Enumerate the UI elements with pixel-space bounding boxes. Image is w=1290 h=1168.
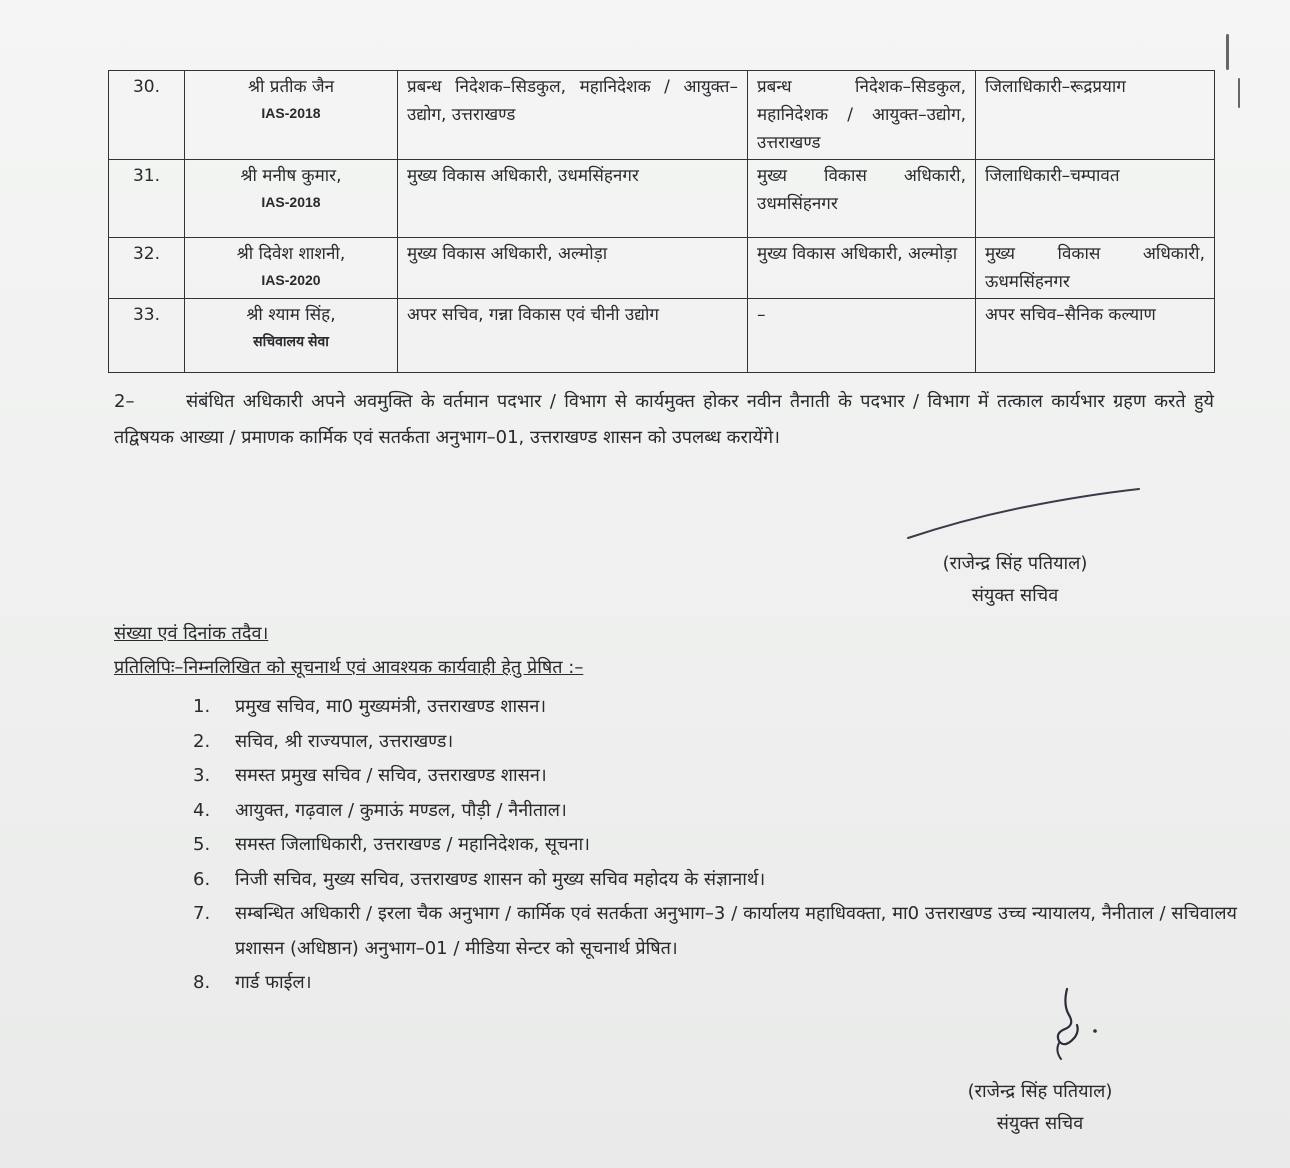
- signatory-designation: संयुक्त सचिव: [971, 585, 1059, 606]
- transfer-table: [108, 70, 1215, 373]
- current-post: अपर सचिव, गन्ना विकास एवं चीनी उद्योग: [398, 299, 748, 373]
- list-number: 3.: [193, 765, 211, 786]
- list-text: निजी सचिव, मुख्य सचिव, उत्तराखण्ड शासन को मुख्य सचिव महोदय के संज्ञानार्थ।: [235, 868, 766, 890]
- new-posting: मुख्य विकास अधिकारी, ऊधमसिंहनगर: [976, 238, 1215, 299]
- relieved-from-post: मुख्य विकास अधिकारी, अल्मोड़ा: [748, 238, 976, 299]
- officer-service: IAS-2018: [261, 105, 321, 121]
- new-posting: जिलाधिकारी–चम्पावत: [976, 160, 1215, 238]
- reference-line: संख्या एवं दिनांक तदैव।: [114, 623, 269, 644]
- table-row: [109, 238, 1215, 299]
- relieved-from-post: मुख्य विकास अधिकारी, उधमसिंहनगर: [748, 160, 976, 238]
- list-number: 6.: [193, 868, 211, 890]
- signatory-name: (राजेन्द्र सिंह पतियाल): [967, 1081, 1113, 1102]
- paragraph-text: संबंधित अधिकारी अपने अवमुक्ति के वर्तमान पदभार / विभाग से कार्यमुक्त होकर नवीन तैनाती के पदभार / विभाग में तत्काल कार्यभार ग्रहण करते हुये तद्विषयक आख्या / प्रमाणक कार्मिक एवं सतर्कता अनुभाग–01, उत्तराखण्ड शासन को उपलब्ध करायेंगे।: [114, 391, 1214, 448]
- relieved-from-post: प्रबन्ध निदेशक–सिडकुल, महानिदेशक / आयुक्त–उद्योग, उत्तराखण्ड: [748, 71, 976, 160]
- officer-service: IAS-2020: [261, 272, 321, 288]
- signatory-block: [930, 1076, 1150, 1140]
- table-row: [109, 299, 1215, 373]
- list-text: आयुक्त, गढ़वाल / कुमाऊं मण्डल, पौड़ी / नैनीताल।: [235, 799, 567, 821]
- list-item: [193, 828, 1237, 863]
- page-edge-mark: [1226, 34, 1229, 70]
- table-row: [109, 71, 1215, 160]
- relieved-from-post: –: [748, 299, 976, 373]
- officer-name-cell: [185, 71, 398, 160]
- list-text: समस्त जिलाधिकारी, उत्तराखण्ड / महानिदेशक, सूचना।: [235, 834, 590, 855]
- initials-signature: [1045, 985, 1105, 1065]
- copy-heading: प्रतिलिपिः–निम्नलिखित को सूचनार्थ एवं आवश्यक कार्यवाही हेतु प्रेषित :–: [114, 657, 584, 678]
- officer-service: IAS-2018: [261, 194, 321, 210]
- serial-number: 31.: [109, 160, 185, 238]
- officer-name-cell: [185, 299, 398, 373]
- officer-name: श्री मनीष कुमार,: [240, 166, 342, 186]
- list-item: [193, 690, 1237, 725]
- current-post: प्रबन्ध निदेशक–सिडकुल, महानिदेशक / आयुक्त–उद्योग, उत्तराखण्ड: [398, 71, 748, 160]
- list-item: [193, 725, 1237, 760]
- copy-recipients-list: [193, 690, 1237, 1001]
- list-text: सचिव, श्री राज्यपाल, उत्तराखण्ड।: [235, 730, 454, 752]
- new-posting: अपर सचिव–सैनिक कल्याण: [976, 299, 1215, 373]
- page-edge-mark: [1238, 78, 1240, 108]
- serial-number: 33.: [109, 299, 185, 373]
- list-item: [193, 759, 1237, 794]
- new-posting: जिलाधिकारी–रूद्रप्रयाग: [976, 71, 1215, 160]
- table-row: [109, 160, 1215, 238]
- list-item: [193, 897, 1237, 966]
- officer-name: श्री दिवेश शाशनी,: [236, 244, 346, 264]
- list-number: 1.: [193, 696, 211, 717]
- signatory-name: (राजेन्द्र सिंह पतियाल): [942, 553, 1088, 574]
- officer-name-cell: [185, 238, 398, 299]
- list-number: 5.: [193, 834, 211, 855]
- list-text: गार्ड फाईल।: [235, 972, 312, 993]
- list-number: 7.: [193, 903, 211, 924]
- paragraph-number: 2–: [114, 391, 135, 412]
- signature-stroke: [905, 483, 1141, 543]
- officer-name-cell: [185, 160, 398, 238]
- list-text: सम्बन्धित अधिकारी / इरला चैक अनुभाग / कार्मिक एवं सतर्कता अनुभाग–3 / कार्यालय महाधिवक्ता, मा0 उत्तराखण्ड उच्च न्यायालय, नैनीताल / सचिवालय प्रशासन (अधिष्ठान) अनुभाग–01 / मीडिया सेन्टर को सूचनार्थ प्रेषित।: [235, 903, 1237, 959]
- officer-name: श्री श्याम सिंह,: [246, 305, 336, 325]
- officer-service: सचिवालय सेवा: [253, 333, 329, 349]
- list-item: [193, 794, 1237, 829]
- list-text: समस्त प्रमुख सचिव / सचिव, उत्तराखण्ड शासन।: [235, 765, 547, 786]
- serial-number: 32.: [109, 238, 185, 299]
- instruction-paragraph: [114, 384, 1214, 456]
- signatory-designation: संयुक्त सचिव: [996, 1113, 1084, 1134]
- list-number: 2.: [193, 730, 211, 752]
- current-post: मुख्य विकास अधिकारी, उधमसिंहनगर: [398, 160, 748, 238]
- serial-number: 30.: [109, 71, 185, 160]
- signatory-block: [905, 548, 1125, 612]
- list-number: 8.: [193, 972, 211, 993]
- current-post: मुख्य विकास अधिकारी, अल्मोड़ा: [398, 238, 748, 299]
- officer-name: श्री प्रतीक जैन: [247, 77, 335, 97]
- list-number: 4.: [193, 799, 211, 821]
- list-item: [193, 863, 1237, 898]
- list-text: प्रमुख सचिव, मा0 मुख्यमंत्री, उत्तराखण्ड शासन।: [235, 696, 547, 717]
